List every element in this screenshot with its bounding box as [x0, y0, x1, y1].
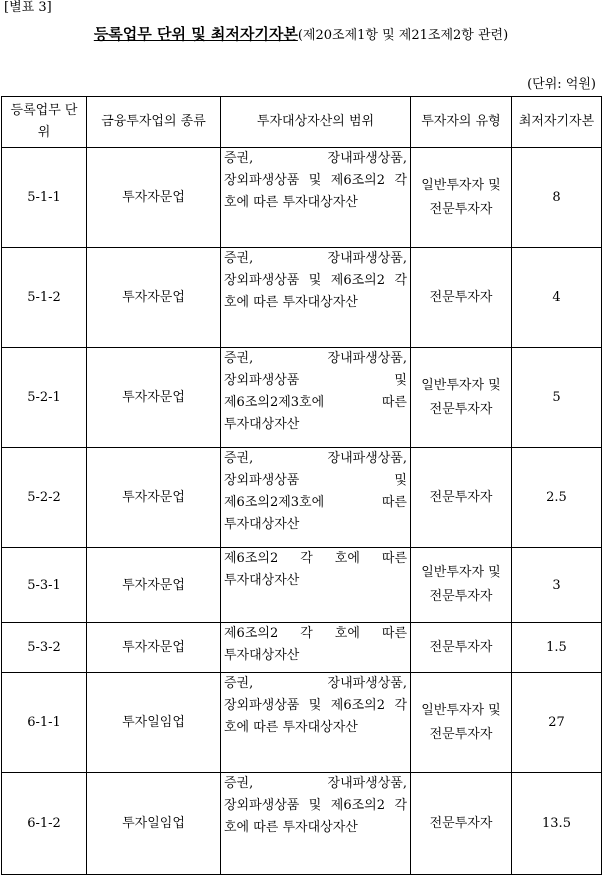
cell-scope: 제6조의2 각 호에 따른 투자대상자산 — [221, 548, 411, 623]
cell-capital: 2.5 — [512, 448, 602, 548]
cell-investor: 일반투자자 및 전문투자자 — [411, 148, 512, 248]
cell-scope: 증권, 장내파생상품, 장외파생상품 및 제6조의2 각 호에 따른 투자대상자산 — [221, 148, 411, 248]
cell-scope: 증권, 장내파생상품, 장외파생상품 및 제6조의2 각 호에 따른 투자대상자산 — [221, 248, 411, 348]
title-main: 등록업무 단위 및 최저자기자본 — [93, 25, 298, 43]
table-row — [2, 448, 602, 548]
cell-investor: 전문투자자 — [411, 248, 512, 348]
cell-business: 투자일임업 — [87, 673, 221, 773]
table-row — [2, 348, 602, 448]
header-scope: 투자대상자산의 범위 — [221, 97, 411, 148]
cell-business: 투자자문업 — [87, 448, 221, 548]
cell-unit: 5-3-1 — [2, 548, 87, 623]
cell-unit: 6-1-1 — [2, 673, 87, 773]
cell-capital: 3 — [512, 548, 602, 623]
cell-investor: 전문투자자 — [411, 773, 512, 875]
cell-capital: 27 — [512, 673, 602, 773]
cell-scope: 제6조의2 각 호에 따른 투자대상자산 — [221, 623, 411, 673]
cell-scope: 증권, 장내파생상품, 장외파생상품 및 제6조의2 각 호에 따른 투자대상자산 — [221, 673, 411, 773]
cell-business: 투자자문업 — [87, 148, 221, 248]
unit-note: (단위: 억원) — [527, 77, 596, 92]
header-capital: 최저자기자본 — [512, 97, 602, 148]
table-row — [2, 623, 602, 673]
table-row — [2, 248, 602, 348]
cell-unit: 5-1-2 — [2, 248, 87, 348]
cell-scope: 증권, 장내파생상품, 장외파생상품 및 제6조의2 각 호에 따른 투자대상자산 — [221, 773, 411, 875]
cell-investor: 전문투자자 — [411, 448, 512, 548]
cell-capital: 5 — [512, 348, 602, 448]
cell-unit: 6-1-2 — [2, 773, 87, 875]
cell-business: 투자자문업 — [87, 348, 221, 448]
cell-business: 투자자문업 — [87, 623, 221, 673]
table-row — [2, 148, 602, 248]
cell-scope: 증권, 장내파생상품, 장외파생상품 및 제6조의2제3호에 따른 투자대상자산 — [221, 348, 411, 448]
registration-table — [1, 96, 602, 875]
page-title — [0, 24, 602, 46]
annex-label: [별표 3] — [4, 0, 52, 15]
header-business: 금융투자업의 종류 — [87, 97, 221, 148]
cell-scope: 증권, 장내파생상품, 장외파생상품 및 제6조의2제3호에 따른 투자대상자산 — [221, 448, 411, 548]
cell-capital: 13.5 — [512, 773, 602, 875]
cell-investor: 일반투자자 및 전문투자자 — [411, 673, 512, 773]
cell-capital: 1.5 — [512, 623, 602, 673]
cell-business: 투자자문업 — [87, 248, 221, 348]
cell-unit: 5-2-2 — [2, 448, 87, 548]
header-investor: 투자자의 유형 — [411, 97, 512, 148]
cell-unit: 5-3-2 — [2, 623, 87, 673]
cell-unit: 5-1-1 — [2, 148, 87, 248]
table-row — [2, 773, 602, 875]
cell-capital: 8 — [512, 148, 602, 248]
cell-investor: 일반투자자 및 전문투자자 — [411, 548, 512, 623]
title-sub: (제20조제1항 및 제21조제2항 관련) — [297, 28, 509, 43]
header-unit: 등록업무 단위 — [2, 97, 87, 148]
cell-capital: 4 — [512, 248, 602, 348]
cell-business: 투자자문업 — [87, 548, 221, 623]
table-row — [2, 673, 602, 773]
cell-investor: 일반투자자 및 전문투자자 — [411, 348, 512, 448]
table-row — [2, 548, 602, 623]
cell-business: 투자일임업 — [87, 773, 221, 875]
cell-investor: 전문투자자 — [411, 623, 512, 673]
cell-unit: 5-2-1 — [2, 348, 87, 448]
table-header-row — [2, 97, 602, 148]
